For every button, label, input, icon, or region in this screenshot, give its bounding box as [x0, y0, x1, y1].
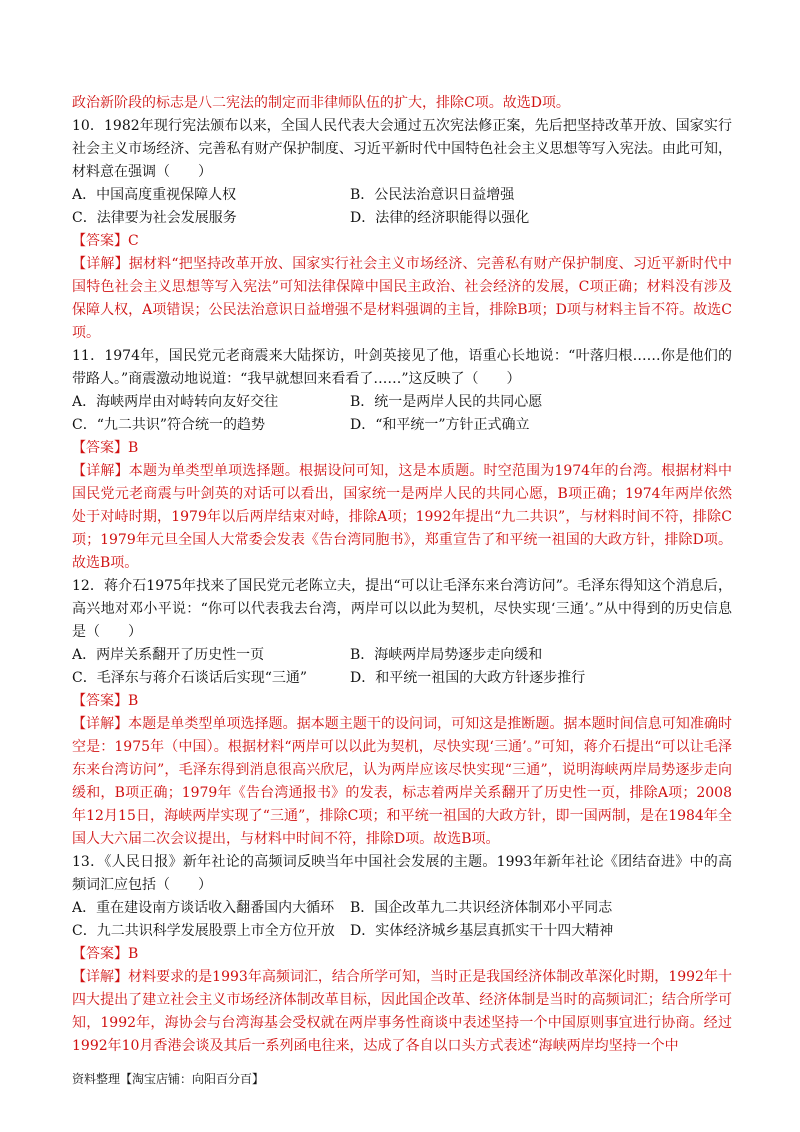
- answer-label: 【答案】C: [72, 233, 139, 249]
- explanation-text: 【详解】据材料“把坚持改革开放、国家实行社会主义市场经济、完善私有财产保护制度、习近平新时代中国特色社会主义思想等写入宪法”可知法律保障中国民主政治、社会经济的发展，C项正确；材料没有涉及保障人权，A项错误；公民法治意识日益增强不是材料强调的主旨，排除B项；D项与材料主旨不符。故选C项。: [72, 256, 732, 341]
- explanation-text: 政治新阶段的标志是八二宪法的制定而非律师队伍的扩大，排除C项。故选D项。: [72, 95, 570, 111]
- option-d: D．“和平统一”方针正式确立: [350, 417, 530, 433]
- option-a: A．重在建设南方谈话收入翻番国内大循环: [72, 900, 335, 916]
- question-stem: 11．1974年，国民党元老商震来大陆探访，叶剑英接见了他，语重心长地说：“叶落归根……你是他们的带路人。”商震激动地说道：“我早就想回来看看了……”这反映了（ ）: [72, 348, 732, 387]
- question-stem: 10．1982年现行宪法颁布以来，全国人民代表大会通过五次宪法修正案，先后把坚持改革开放、国家实行社会主义市场经济、完善私有财产保护制度、习近平新时代中国特色社会主义思想等写入宪法。由此可知，材料意在强调（ ）: [72, 118, 732, 180]
- option-d: D．和平统一祖国的大政方针逐步推行: [350, 670, 586, 686]
- option-d: D．法律的经济职能得以强化: [350, 210, 530, 226]
- option-grid: [72, 644, 732, 690]
- option-grid: [72, 391, 732, 437]
- question-stem: 13．《人民日报》新年社论的高频词反映当年中国社会发展的主题。1993年新年社论《团结奋进》中的高频词汇应包括（ ）: [72, 854, 732, 893]
- option-b: B．统一是两岸人民的共同心愿: [350, 394, 543, 410]
- document-page: [72, 92, 732, 1058]
- page-footer: 资料整理【淘宝店铺：向阳百分百】: [72, 1072, 265, 1086]
- option-grid: [72, 897, 732, 943]
- option-b: B．海峡两岸局势逐步走向缓和: [350, 647, 543, 663]
- option-a: A．中国高度重视保障人权: [72, 187, 237, 203]
- option-a: A．海峡两岸由对峙转向友好交往: [72, 394, 279, 410]
- answer-label: 【答案】B: [72, 440, 139, 456]
- explanation-text: 【详解】本题是单类型单项选择题。据本题主题干的设问词，可知这是推断题。据本题时间信息可知准确时空是：1975年（中国）。根据材料“两岸可以以此为契机，尽快实现‘三通’。”可知，蒋介石提出“可以让毛泽东来台湾访问”，毛泽东得到消息很高兴欣尼，认为两岸应该尽快实现“三通”，说明海峡两岸局势逐步走向缓和，B项正确；1979年《告台湾通报书》的发表，标志着两岸关系翻开了历史性一页，排除A项；2008年12月15日，海峡两岸实现了“三通”，排除C项；和平统一祖国的大政方针，即一国两制，是在1984年全国人大六届二次会议提出，与材料中时间不符，排除D项。故选B项。: [72, 716, 732, 847]
- answer-label: 【答案】B: [72, 693, 139, 709]
- option-d: D．实体经济城乡基层真抓实干十四大精神: [350, 923, 614, 939]
- option-b: B．公民法治意识日益增强: [350, 187, 515, 203]
- option-c: C．九二共识科学发展股票上市全方位开放: [72, 923, 335, 939]
- option-c: C．法律要为社会发展服务: [72, 210, 237, 226]
- option-a: A．两岸关系翻开了历史性一页: [72, 647, 265, 663]
- answer-label: 【答案】B: [72, 946, 139, 962]
- explanation-text: 【详解】本题为单类型单项选择题。根据设问可知，这是本质题。时空范围为1974年的台湾。根据材料中国民党元老商震与叶剑英的对话可以看出，国家统一是两岸人民的共同心愿，B项正确；1974年两岸依然处于对峙时期，1979年以后两岸结束对峙，排除A项；1992年提出“九二共识”，与材料时间不符，排除C项；1979年元旦全国人大常委会发表《告台湾同胞书》，郑重宣告了和平统一祖国的大政方针，排除D项。故选B项。: [72, 463, 732, 571]
- option-grid: [72, 184, 732, 230]
- option-c: C．毛泽东与蒋介石谈话后实现“三通”: [72, 670, 308, 686]
- option-c: C．“九二共识”符合统一的趋势: [72, 417, 266, 433]
- explanation-text: 【详解】材料要求的是1993年高频词汇，结合所学可知，当时正是我国经济体制改革深化时期，1992年十四大提出了建立社会主义市场经济体制改革目标，因此国企改革、经济体制是当时的高频词汇；结合所学可知，1992年，海协会与台湾海基会受权就在两岸事务性商谈中表述坚持一个中国原则事宜进行协商。经过1992年10月香港会谈及其后一系列函电往来，达成了各自以口头方式表述“海峡两岸均坚持一个中: [72, 969, 732, 1054]
- question-stem: 12．蒋介石1975年找来了国民党元老陈立夫，提出“可以让毛泽东来台湾访问”。毛泽东得知这个消息后，高兴地对邓小平说：“你可以代表我去台湾，两岸可以以此为契机，尽快实现‘三通’。”从中得到的历史信息是（ ）: [72, 578, 732, 640]
- option-b: B．国企改革九二共识经济体制邓小平同志: [350, 900, 613, 916]
